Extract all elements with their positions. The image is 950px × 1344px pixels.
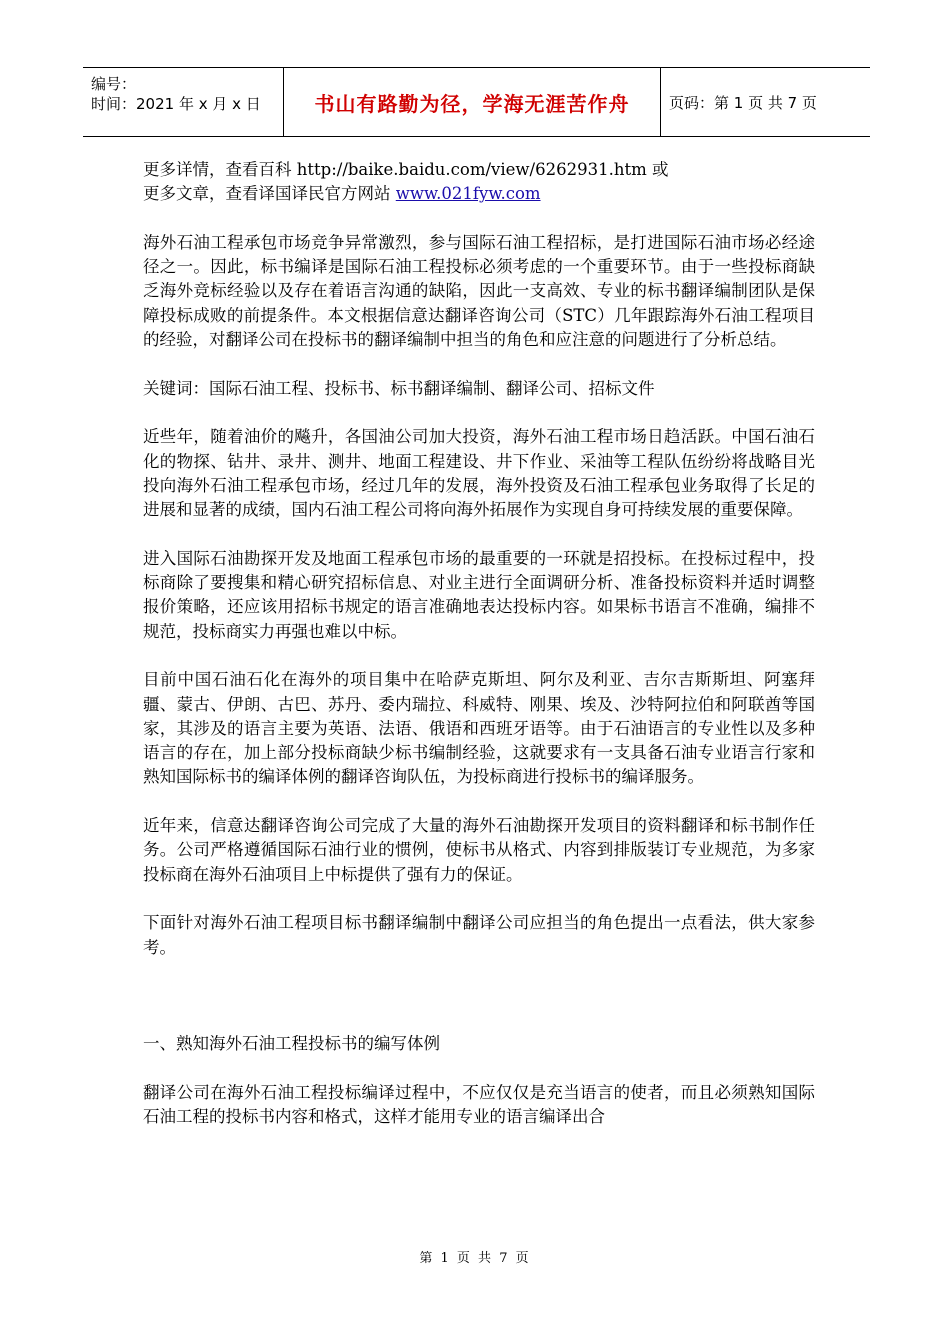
section-heading-1: 一、熟知海外石油工程投标书的编写体例 (143, 1034, 440, 1054)
body-paragraph-projects: 目前中国石油石化在海外的项目集中在哈萨克斯坦、阿尔及利亚、吉尔吉斯斯坦、阿塞拜疆、蒙古、伊朗、古巴、苏丹、委内瑞拉、科威特、刚果、埃及、沙特阿拉伯和阿联酋等国家，其涉及的语言主要为英语、法语、俄语和西班牙语等。由于石油语言的专业性以及多种语言的存在，加上部分投标商缺少标书编制经验，这就要求有一支具备石油专业语言行家和熟知国际标书的编译体例的翻译咨询队伍，为投标商进行投标书的编译服务。 (143, 670, 815, 787)
document-body (143, 158, 815, 1129)
body-paragraph-bidding: 进入国际石油勘探开发及地面工程承包市场的最重要的一环就是招投标。在投标过程中，投标商除了要搜集和精心研究招标信息、对业主进行全面调研分析、准备投标资料并适时调整报价策略，还应该用招标书规定的语言准确地表达投标内容。如果标书语言不准确，编排不规范，投标商实力再强也难以中标。 (143, 548, 815, 641)
document-date: 时间：2021 年 x 月 x 日 (91, 95, 261, 113)
section-spacer (143, 984, 815, 1032)
body-paragraph-outline: 下面针对海外石油工程项目标书翻译编制中翻译公司应担当的角色提出一点看法，供大家参考。 (143, 913, 815, 957)
page-footer: 第 1 页 共 7 页 (419, 1251, 531, 1266)
document-number: 编号： (91, 75, 137, 93)
body-paragraph-company: 近年来，信意达翻译咨询公司完成了大量的海外石油勘探开发项目的资料翻译和标书制作任务。公司严格遵循国际石油行业的惯例，使标书从格式、内容到排版装订专业规范，为多家投标商在海外石油项目上中标提供了强有力的保证。 (143, 816, 815, 884)
header-motto: 书山有路勤为径，学海无涯苦作舟 (283, 68, 661, 136)
body-paragraph-market: 近些年，随着油价的飚升，各国油公司加大投资，海外石油工程市场日趋活跃。中国石油石化的物探、钻井、录井、测井、地面工程建设、井下作业、采油等工程队伍纷纷将战略目光投向海外石油工程承包市场，经过几年的发展，海外投资及石油工程承包业务取得了长足的进展和显著的成绩，国内石油工程公司将向海外拓展作为实现自身可持续发展的重要保障。 (143, 427, 815, 520)
body-paragraph-section1: 翻译公司在海外石油工程投标编译过程中，不应仅仅是充当语言的使者，而且必须熟知国际石油工程的投标书内容和格式，这样才能用专业的语言编译出合 (143, 1082, 815, 1126)
intro-website-text: 更多文章，查看译国译民官方网站 (143, 184, 396, 204)
website-link[interactable]: www.021fyw.com (395, 184, 541, 204)
intro-line-baike: 更多详情，查看百科 http://baike.baidu.com/view/6262931.htm 或 (143, 160, 669, 179)
header-page-number: 页码：第 1 页 共 7 页 (669, 93, 817, 112)
abstract-paragraph: 海外石油工程承包市场竞争异常激烈，参与国际石油工程招标，是打进国际石油市场必经途径之一。因此，标书编译是国际石油工程投标必须考虑的一个重要环节。由于一些投标商缺乏海外竞标经验以及存在着语言沟通的缺陷，因此一支高效、专业的标书翻译编制团队是保障投标成败的前提条件。本文根据信意达翻译咨询公司（STC）几年跟踪海外石油工程项目的经验，对翻译公司在投标书的翻译编制中担当的角色和应注意的问题进行了分析总结。 (143, 232, 815, 350)
intro-line-website (143, 182, 815, 206)
keywords-paragraph: 关键词：国际石油工程、投标书、标书翻译编制、翻译公司、招标文件 (143, 378, 655, 398)
page-header (83, 67, 870, 137)
header-meta (83, 68, 283, 136)
